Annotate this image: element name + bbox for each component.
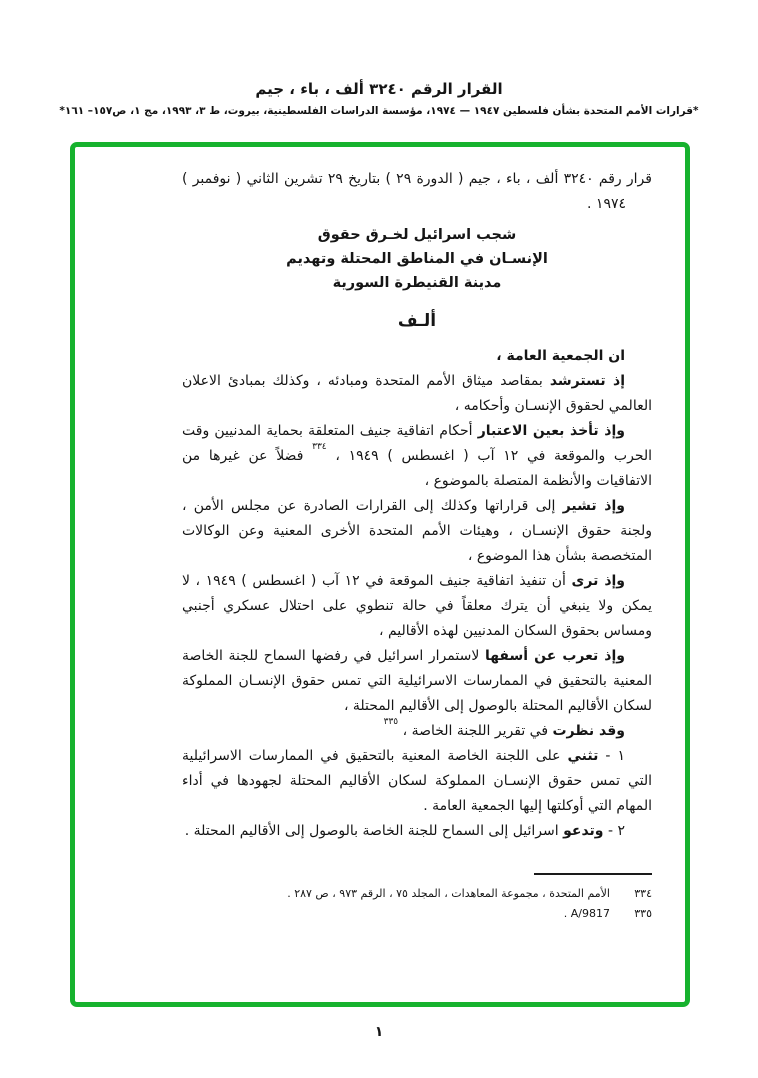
paragraph-number: ١ -: [605, 748, 625, 764]
preambular-paragraph: [182, 719, 652, 744]
paragraph-text: لاستمرار اسرائيل في رفضها السماح للجنة الخاصة المعنية بالتحقيق في الممارسات الاسرائيلية التي تمس حقوق الإنسـان المملوكة لسكان الأقاليم المحتلة بالوصول إلى الأقاليم المحتلة ،: [182, 648, 652, 714]
preambular-paragraph: [182, 569, 652, 644]
preambular-paragraph: [182, 494, 652, 569]
preambular-paragraph: [182, 369, 652, 419]
opening-line: ان الجمعية العامة ،: [496, 348, 625, 364]
source-citation: *قرارات الأمم المتحدة بشأن فلسطين ١٩٤٧ — ١٩٧٤، مؤسسة الدراسات الفلسطينية، بيروت، ط ٣، ١٩٩٣، مج ١، ص١٥٧– ١٦١*: [59, 105, 699, 117]
section-heading-alif: ألـف: [397, 311, 437, 331]
footnote-separator: [534, 873, 652, 875]
paragraph-lead: وإذ تعرب عن أسفها: [484, 648, 625, 664]
paragraph-lead: وتدعو: [563, 823, 604, 839]
footnote-ref-334: ٣٣٤: [312, 442, 327, 453]
paragraph-text: فضلاً عن غيرها من الاتفاقيات والأنظمة المتصلة بالموضوع ،: [182, 448, 652, 489]
paragraph-text: في تقرير اللجنة الخاصة ،: [402, 723, 549, 739]
footnote-text: A/9817 .: [563, 907, 610, 920]
document-body: [182, 167, 652, 844]
paragraph-lead: إذ تسترشد: [549, 373, 625, 389]
footnote-number: ٣٣٤: [634, 887, 652, 900]
paragraph-lead: وإذ تأخذ بعين الاعتبار: [477, 423, 625, 439]
paragraph-lead: وقد نظرت: [552, 723, 625, 739]
paragraph-text: على اللجنة الخاصة المعنية بالتحقيق في الممارسات الاسرائيلية التي تمس حقوق الإنسـان المملوكة لسكان الأقاليم المحتلة لجهودها في أداء المهام التي أوكلتها إليها الجمعية العامة .: [182, 748, 652, 814]
footnote-ref-335: ٣٣٥: [383, 717, 399, 728]
document-frame: [70, 142, 690, 1007]
paragraph-lead: وإذ تشير: [562, 498, 625, 514]
operative-paragraph: [182, 744, 652, 819]
preambular-paragraph: [182, 419, 652, 494]
paragraph-text: أن تنفيذ اتفاقية جنيف الموقعة في ١٢ آب ( اغسطس ) ١٩٤٩ ، لا يمكن ولا ينبغي أن يترك معلقاً في حالة تنطوي على احتلال عسكري أجنبي ومساس بحقوق السكان المدنيين لهذه الأقاليم ،: [182, 573, 652, 639]
paragraph-text: أحكام اتفاقية جنيف المتعلقة بحماية المدنيين وقت الحرب والموقعة في ١٢ آب ( اغسطس ) ١٩٤٩ ،: [182, 423, 653, 464]
footnotes-block: [182, 873, 652, 924]
resolution-intro: قرار رقم ٣٢٤٠ ألف ، باء ، جيم ( الدورة ٢٩ ) بتاريخ ٢٩ تشرين الثاني ( نوفمبر ) ١٩٧٤ .: [182, 171, 652, 212]
preambular-paragraph: [182, 644, 652, 719]
paragraph-text: بمقاصد ميثاق الأمم المتحدة ومبادئه ، وكذلك بمبادئ الاعلان العالمي لحقوق الإنسـان وأحكامه ،: [182, 373, 652, 414]
paragraph-text: إلى قراراتها وكذلك إلى القرارات الصادرة عن مجلس الأمن ، ولجنة حقوق الإنسـان ، وهيئات الأمم المتحدة الأخرى المعنية وعن الوكالات المتخصصة بشأن هذا الموضوع ،: [182, 498, 652, 564]
footnote-number: ٣٣٥: [634, 907, 652, 920]
resolution-heading: [182, 223, 652, 295]
paragraph-text: اسرائيل إلى السماح للجنة الخاصة بالوصول إلى الأقاليم المحتلة .: [184, 823, 559, 839]
paragraph-number: ٢ -: [607, 823, 625, 839]
page-number: ١: [374, 1024, 384, 1040]
footnote-335: [182, 904, 652, 924]
heading-line: الإنسـان في المناطق المحتلة وتهديم: [286, 251, 548, 267]
paragraph-lead: وإذ ترى: [571, 573, 626, 589]
page-header: [0, 80, 758, 117]
footnote-text: الأمم المتحدة ، مجموعة المعاهدات ، المجلد ٧٥ ، الرقم ٩٧٣ ، ص ٢٨٧ .: [287, 887, 610, 900]
resolution-title: القرار الرقم ٣٢٤٠ ألف ، باء ، جيم: [255, 80, 503, 98]
operative-paragraph: [182, 819, 652, 844]
footnote-334: [182, 884, 652, 904]
heading-line: شجب اسرائيل لخـرق حقوق: [317, 227, 517, 243]
paragraph-lead: تثني: [567, 748, 599, 764]
heading-line: مدينة القنيطرة السورية: [332, 275, 502, 291]
